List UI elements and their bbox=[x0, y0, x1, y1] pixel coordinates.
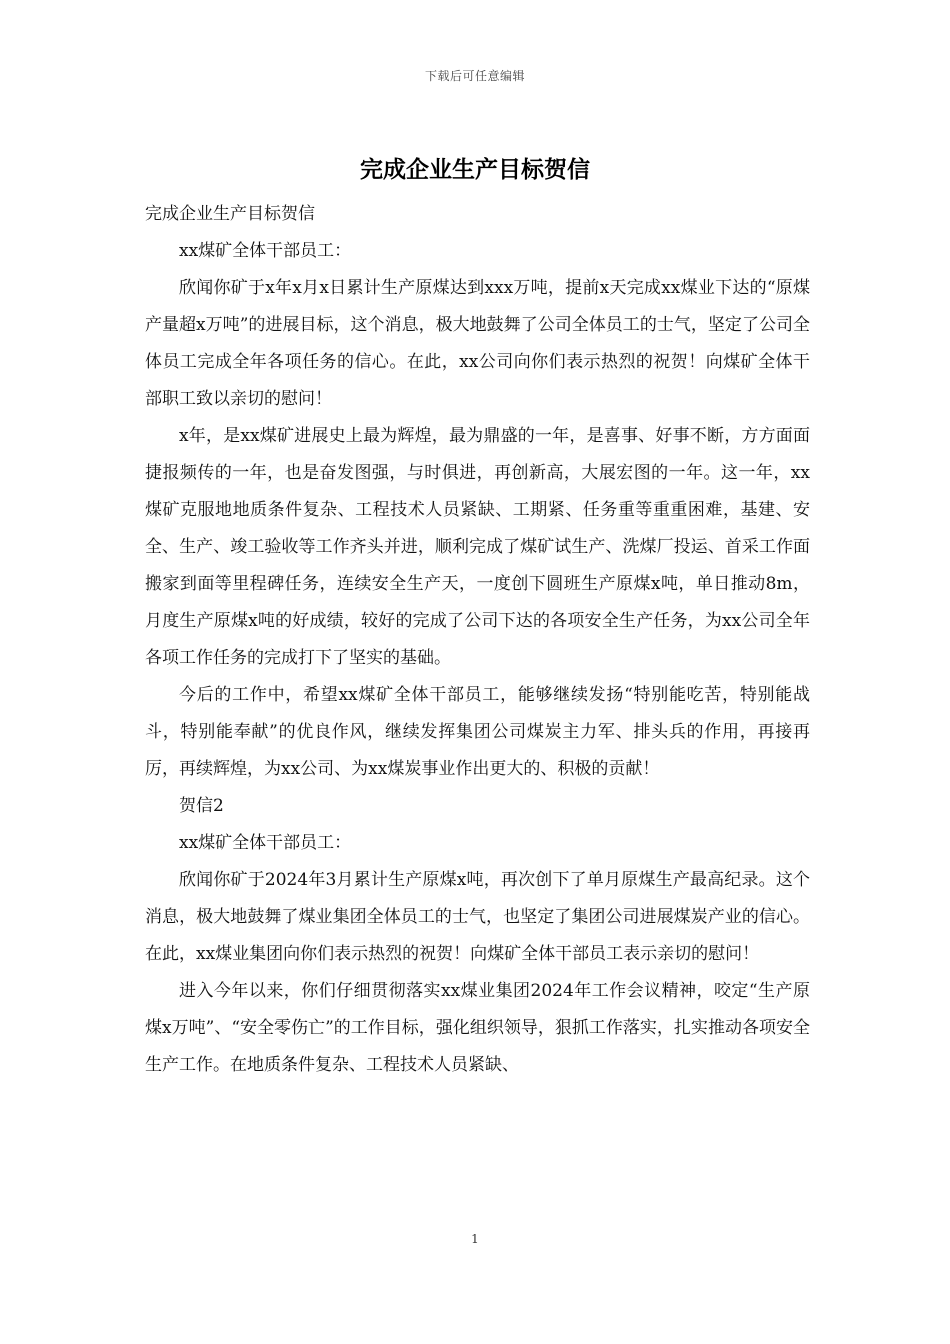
document-title: 完成企业生产目标贺信 bbox=[360, 156, 590, 183]
paragraph-section-heading: 贺信2 bbox=[179, 796, 224, 816]
paragraph: 进入今年以来，你们仔细贯彻落实xx煤业集团2024年工作会议精神，咬定“生产原煤x万吨”、“安全零伤亡”的工作目标，强化组织领导，狠抓工作落实，扎实推动各项安全生产工作。在地质条件复杂、工程技术人员紧缺、 bbox=[145, 981, 810, 1075]
page-number: 1 bbox=[471, 1232, 479, 1246]
paragraph: 欣闻你矿于x年x月x日累计生产原煤达到xxx万吨，提前x天完成xx煤业下达的“原煤产量超x万吨”的进展目标，这个消息，极大地鼓舞了公司全体员工的士气，坚定了公司全体员工完成全年各项任务的信心。在此，xx公司向你们表示热烈的祝贺！向煤矿全体干部职工致以亲切的慰问！ bbox=[145, 278, 810, 409]
paragraph-subtitle: 完成企业生产目标贺信 bbox=[145, 204, 315, 224]
paragraph-salutation-1: xx煤矿全体干部员工： bbox=[179, 241, 352, 261]
paragraph: 今后的工作中，希望xx煤矿全体干部员工，能够继续发扬“特别能吃苦，特别能战斗，特别能奉献”的优良作风，继续发挥集团公司煤炭主力军、排头兵的作用，再接再厉，再续辉煌，为xx公司、为xx煤炭事业作出更大的、积极的贡献！ bbox=[145, 685, 810, 779]
paragraph-salutation-2: xx煤矿全体干部员工： bbox=[179, 833, 352, 853]
paragraph: 欣闻你矿于2024年3月累计生产原煤x吨，再次创下了单月原煤生产最高纪录。这个消息，极大地鼓舞了煤业集团全体员工的士气，也坚定了集团公司进展煤炭产业的信心。在此，xx煤业集团向你们表示热烈的祝贺！向煤矿全体干部员工表示亲切的慰问！ bbox=[145, 870, 810, 964]
header-note: 下载后可任意编辑 bbox=[424, 69, 525, 83]
document-body bbox=[145, 196, 810, 1084]
paragraph: x年，是xx煤矿进展史上最为辉煌，最为鼎盛的一年，是喜事、好事不断，方方面面捷报频传的一年，也是奋发图强，与时俱进，再创新高，大展宏图的一年。这一年，xx煤矿克服地地质条件复杂、工程技术人员紧缺、工期紧、任务重等重重困难，基建、安全、生产、竣工验收等工作齐头并进，顺利完成了煤矿试生产、洗煤厂投运、首采工作面搬家到面等里程碑任务，连续安全生产天，一度创下圆班生产原煤x吨，单日推动8m，月度生产原煤x吨的好成绩，较好的完成了公司下达的各项安全生产任务，为xx公司全年各项工作任务的完成打下了坚实的基础。 bbox=[145, 426, 810, 668]
